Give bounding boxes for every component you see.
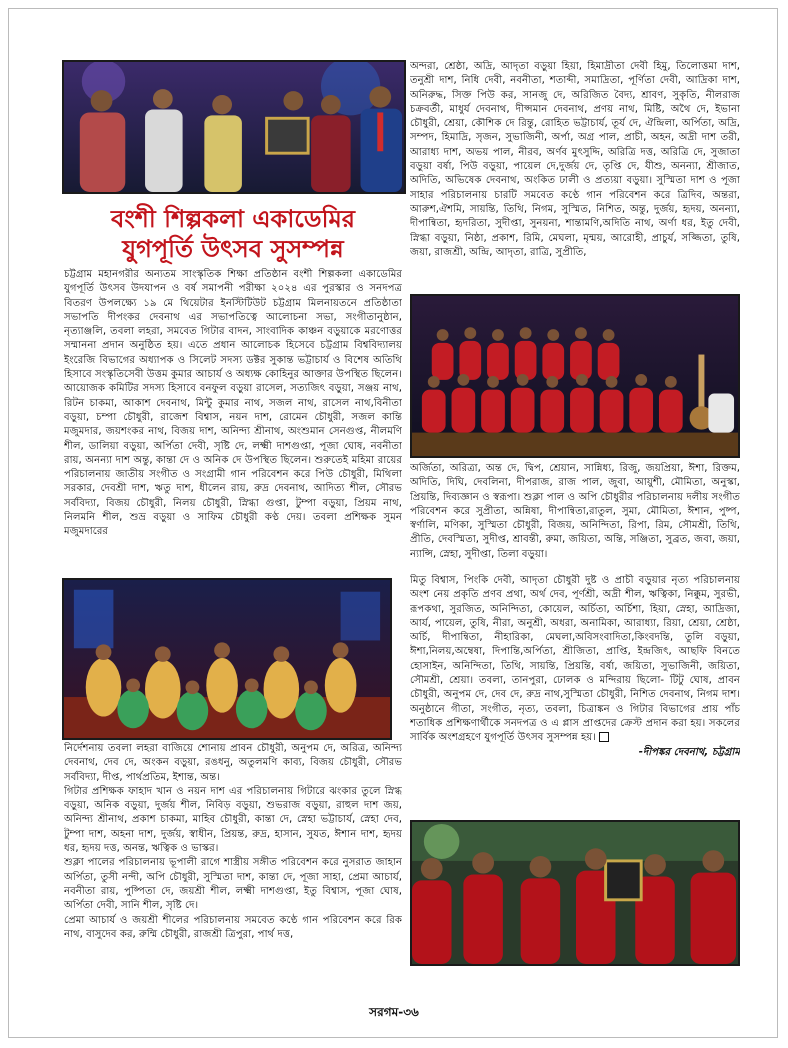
right-column-top: [410, 60, 740, 292]
article-headline: [66, 204, 400, 264]
left-column-intro: [64, 268, 402, 574]
closing-text: মিতু বিশ্বাস, পিংকি দেবী, আদৃতা চৌধুরী দুষ্ট ও প্রাচী বড়ুয়ার নৃত্য পরিচালনায় অংশ নেয় প্রকৃতি প্রণব প্রথা, অর্থ দেব, পূর্ণশ্রী, অদ্রী শীল, ঋত্বিকা, নিক্কুম, সুরভী, রূপকথা, সুরজিত, অনিন্দিতা, কোয়েল, অর্চিতা, অর্চিশা, হিয়া, স্নেহা, আদ্রিজা, আর্য, পায়েল, তুষি, নীরা, অনুশ্রী, অধরা, অনামিকা, আরাধ্যা, রিয়া, শ্রেয়া, শ্রেষ্ঠা, অর্চি, দীপান্বিতা, নীহারিকা, মেঘলা,অবিসংবাদিতা,কিংবদন্তি, তুলি বড়ুয়া, ঈশা,নিলয়,অম্বেষা, দিপান্তি,অর্পিতা, শ্রীজিতা, প্রাপ্তি, ইন্দ্রজিৎ, আছফি বিনতে হোসাইন, অনিন্দিতা, তিথি, সায়ন্তি, প্রিয়ন্তি, বর্ষা, জয়িতা, সুভাজিনী, জয়িতা, সৌমশ্রী, শ্রেয়া। তবলা, তানপুরা, ঢোলক ও মন্দিরায় ছিলো- টিটু ঘোষ, প্রাবন চৌধুরী, অনুপম দে, দেব দে, রুদ্র নাথ,সুস্মিতা চৌধুরী, নিশিত দেবনাথ, নিগম দাশ। অনুষ্ঠানে গীতা, সংগীত, নৃত্য, তবলা, চিত্রাঙ্কন ও গিটার বিভাগের প্রায় পাঁচ শতাধিক প্রশিক্ষণার্থীকে সনদপত্র ও এ প্লাস প্রাপ্তদের ক্রেস্ট প্রদান করা হয়। সকলের সার্বিক অংশগ্রহণে যুগপূর্তি উৎসব সুসম্পন্ন হয়।: [410, 575, 740, 744]
right-lower-paragraph: [410, 574, 740, 746]
left-column-bottom: [64, 742, 402, 966]
right-top-paragraph: অন্দরা, শ্রেষ্ঠা, অদ্রি, আদৃতা বড়ুয়া হিয়া, হিমাদ্রীতা দেবী হিমু, তিলোত্তমা দাশ, তনুশ্রী দাশ, নিধি দেবী, নবনীতা, শতাব্দী, সমাদ্রিতা, পূর্ণিতা দেবী, আদ্রিকা দাশ, অনিরুদ্ধ, সিক্ত পিউ কর, সানজু দে, অরিজিত বৈদ্য, শ্রাবণ, সুকৃতি, নীলরাজ চক্রবর্তী, মাধুর্য দেবনাথ, দীপ্সমান দেবনাথ, প্রণয় নাথ, মিষ্টি, অথৈ দে, ইভানা চৌধুরী, শ্রেয়া, কৌশিক দে রিন্তু, রোহিত ভট্টাচার্য, তূর্য দে, ঐন্দ্রিলা, অর্পিতা, অদ্রি, সম্পদ, হিমাদ্রি, সৃজন, সুভাজিনী, অর্পা, অগ্র পাল, প্রাচী, অহন, অদ্রী দাশ তরী, আরাধ্য দাশ, অভয় পাল, নীরব, অর্ণব মুৎসুদ্দি, অরিত্রি দত্ত, অরিত্রি দে, সুজাতা বড়ুয়া বর্ষা, পিউ বড়ুয়া, পায়েল দে,দুর্জয় দে, তৃপ্তি দে, যীশু, অনন্যা, শ্রীজাত, অদিতি, অভিষেক দেবনাথ, অংকিত ঢালী ও প্রত্যয়া বড়ুয়া। সুস্মিতা দাশ ও পূজা সাহার পরিচালনায় চারটি সমবেত কণ্ঠে গান পরিবেশন করে ত্রিদিব, অন্তরা, আরুশ,ঐশমি, সায়ন্তি, তিথি, নিগম, সুস্মিত, নিশিত, অন্তু, দুর্জয়, হৃদয়, অনন্যা, দীপান্বিতা, হৃদরিতা, সুদীপ্তা, সুনয়না, শান্তামণি,অদিতি নাথ, অর্ণা ধর, ইতু দেবী, স্নিগ্ধা বড়ুয়া, নিষ্ঠা, প্রকাশ, রিমি, মেঘলা, মৃন্ময়, আরোহী, প্রাচুর্য, সজ্জিতা, তুষি, জয়া, রাজশ্রী, অন্দ্রি, আদৃতা, রাত্রি, সুপ্রীতি,: [410, 61, 740, 258]
author-credit: -দীপঙ্কর দেবনাথ, চট্টগ্রাম: [638, 746, 740, 758]
right-mid-paragraph: অর্জিতা, অরিত্রা, অন্ত দে, দ্বিপ, শ্রেয়ান, সান্নিধ্য, রিজু, জয়প্রিয়া, ঈশা, রিক্তম, অদিতি, দিঘি, দেবলিনা, দীপরাজ, রাজ পাল, জুবা, আয়ুশী, মৌমিতা, অনুস্কা, প্রিয়ন্তি, দিব্যজ্ঞান ও স্বরূপা। শুক্লা পাল ও অপি চৌধুরীর পরিচালনায় দলীয় সংগীত পরিবেশন করে সুপ্রীতা, অন্নিষা, দীপান্বিতা,রাতুল, সুমা, মৌমিতা, ঈশান, পুষ্প, স্বর্ণালি, মণিকা, সুস্মিতা চৌধুরী, বিজয়, অনিন্দিতা, রিপা, রিম, সৌমশ্রী, তিথি, প্রীতি, দেবস্মিতা, সুদীপ্ত, শ্রাবন্তী, রুমা, জয়িতা, অন্তি, সঞ্জিতা, সুব্রত, জবা, জয়া, ন্যান্সি, স্নেহা, সুদীপ্তা, তিলা বড়ুয়া।: [410, 463, 740, 560]
right-column-lower: [410, 574, 740, 818]
left-bottom-paragraph-2: গিটার প্রশিক্ষক ফাহাদ খান ও নয়ন দাশ এর পরিচালনায় গিটারে ঝংকার তুলে স্নিগ্ধ বড়ুয়া, অনিক বড়ুয়া, দুর্জয় শীল, নিবিড় বড়ুয়া, শুভরাজ বড়ুয়া, রাহুল দাশ জয়, অনিন্দ্য শ্রীনাথ, প্রকাশ চাকমা, মাহিব চৌধুরী, কান্তা দে, স্নেহা ভট্টাচার্য, স্নেহা দেব, টুম্পা দাশ, অহনা দাশ, দুর্জয়, স্বাধীন, প্রিয়ন্ত, রুদ্র, হাসান, সুযত, ঈশান দাশ, হৃদয় ধর, হৃদয় দত্ত, অনন্ত, ঋত্বিক ও ভাস্কর।: [64, 785, 402, 855]
choir-performance-photo: [410, 294, 740, 458]
left-bottom-paragraph-4: প্রেমা আচার্য ও জয়শ্রী শীলের পরিচালনায় সমবেত কণ্ঠে গান পরিবেশন করে রিক নাথ, বাসুদেব কর, রুম্মি চৌধুরী, রাজশ্রী ত্রিপুরা, পার্থ দত্ত,: [64, 914, 402, 940]
right-column-middle: [410, 462, 740, 572]
left-bottom-paragraph-1: নির্দেশনায় তবলা লহরা বাজিয়ে শোনায় প্রাবন চৌধুরী, অনুপম দে, অরিত্র, অনিন্দ্য দেবনাথ, দেব দে, অংকন বড়ুয়া, রঙধনু, অতুলমণি কাব্য, বিজয় চৌধুরী, সৌরভ সর্ববিদ্যা, দীপ্ত, পার্থপ্রতিম, ইশান্ত, অন্ত।: [64, 743, 402, 783]
left-bottom-paragraph-3: শুক্লা পালের পরিচালনায় ভূপালী রাগে শাস্ত্রীয় সঙ্গীত পরিবেশন করে নুসরাত জাহান অর্পিতা, তুসী নন্দী, অপি চৌধুরী, সুস্মিতা দাশ, কান্তা দে, পূজা সাহা, প্রেমা আচার্য, নবনীতা রায়, পুষ্পিতা দে, জয়শ্রী শীল, লক্ষ্মী দাশগুপ্তা, ইতু বিশ্বাস, পূজা ঘোষ, অর্পিতা দেবী, সানি শীল, সৃষ্টি দে।: [64, 857, 402, 912]
dance-performance-photo: [62, 578, 392, 740]
intro-paragraph: চট্টগ্রাম মহানগরীর অন্যতম সাংস্কৃতিক শিক্ষা প্রতিষ্ঠান বংশী শিল্পকলা একাডেমির যুগপূর্তি উৎসব উদযাপন ও বর্ষ সমাপনী পরীক্ষা ২০২৪ এর পুরস্কার ও সনদপত্র বিতরণ উপলক্ষ্যে ১৯ মে থিয়েটার ইনস্টিটিউট চট্টগ্রাম মিলনায়তনে প্রতিষ্ঠাতা সভাপতি দীপংকর দেবনাথ এর সভাপতিত্বে আলোচনা সভা, সংগীতানুষ্ঠান, নৃত্যাঞ্জলি, তবলা লহরা, সমবেত গিটার বাদন, সাংবাদিক কাঞ্চন বড়ুয়াকে মরণোত্তর সম্মাননা প্রদান অনুষ্ঠিত হয়। এতে প্রধান আলোচক হিসেবে চট্টগ্রাম বিশ্ববিদ্যালয় ইংরেজি বিভাগের অধ্যাপক ও সিলেট সদস্য ডক্টর সুকান্ত ভট্টাচার্য ও বিশেষ অতিথি হিসাবে সংস্কৃতিসেবী উত্তম কুমার আচার্য ও অধ্যক্ষ কোহিনুর আক্তার উপস্থিত ছিলেন। আয়োজক কমিটির সদস্য হিসাবে বনফুল বড়ুয়া রাসেল, সত্যজিৎ বড়ুয়া, সঞ্জয় নাথ, রিটন চাকমা, আকাশ দেবনাথ, মিন্টু কুমার নাথ, সজল নাথ, রাসেল নাথ,বিনীতা বড়ুয়া, চম্পা চৌধুরী, রাজেশ বিশ্বাস, নয়ন দাশ, রোমেন চৌধুরী, সজল কান্তি মজুমদার, জয়শংকর নাথ, বিজয় দাশ, অনিন্দ্য শ্রীনাথ, অংশুমান সেনগুপ্ত, নীলমণি শীল, ডালিয়া বড়ুয়া, অর্পিতা দেবী, সৃষ্টি দে, লক্ষ্মী দাশগুপ্তা, পূজা ঘোষ, নবনীতা রায়, অনন্যা দাশ অন্তু, কান্তা দে ও অনিক দে উপস্থিত ছিলেন। শুরুতেই মহিমা রায়ের পরিচালনায় জাতীয় সংগীত ও সংগ্রামী গান পরিবেশন করে পিউ চৌধুরী, মিথিলা সরকার, দেবশ্রী দাশ, ঋতু দাশ, ধীলেন রায়, রুদ্র দেবনাথ, আদিত্য শীল, সৌরভ সর্ববিদ্যা, বিজয় চৌধুরী, নিলয় চৌধুরী, স্নিগ্ধা গুপ্তা, টুম্পা বড়ুয়া, প্রিয়ম নাথ, নিলমনি শীল, শুভ্র বড়ুয়া ও সাফিম চৌধুরী কণ্ঠ দেয়। তবলা প্রশিক্ষক সুমন মজুমদারের: [64, 269, 402, 538]
headline-line-2: যুগপূর্তি উৎসব সুসম্পন্ন: [122, 234, 344, 263]
end-mark-icon: [599, 732, 609, 742]
honor-presentation-photo: [410, 820, 740, 966]
award-ceremony-photo: [62, 60, 406, 194]
headline-line-1: বংশী শিল্পকলা একাডেমির: [110, 204, 355, 233]
page-number: সরগম-৩৬: [369, 1005, 419, 1019]
